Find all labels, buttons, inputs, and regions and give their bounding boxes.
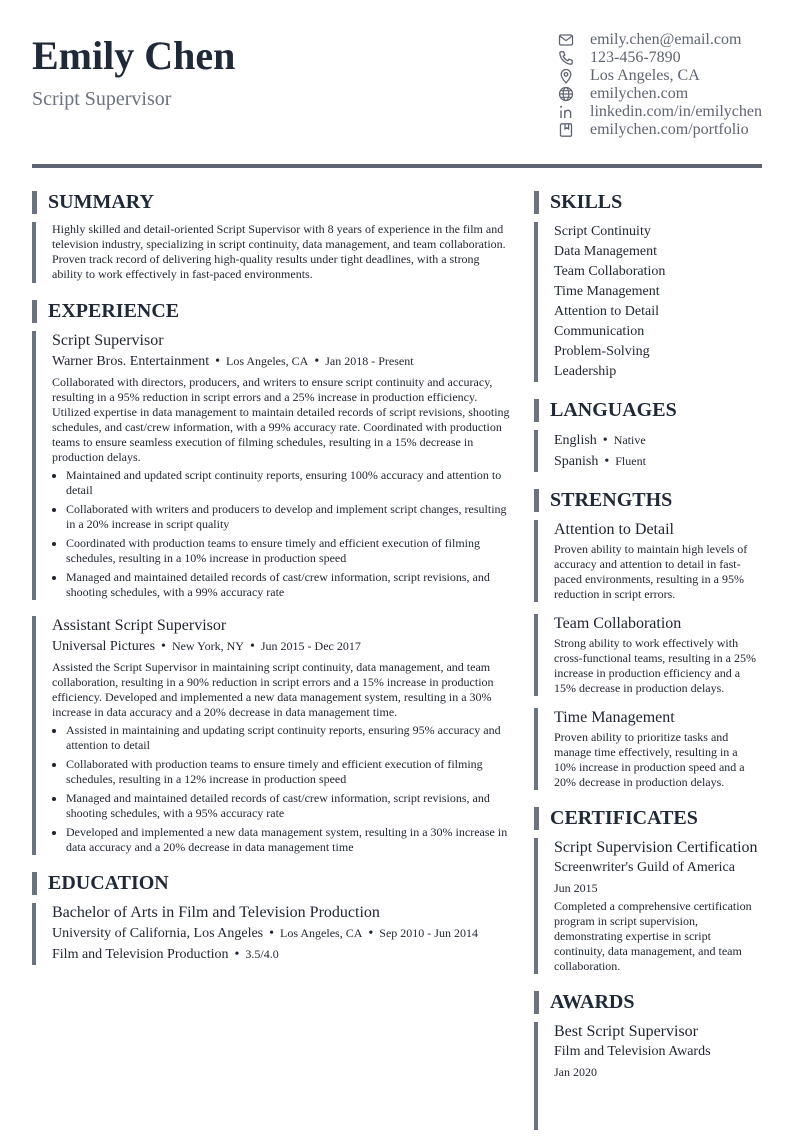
job-company: Universal Pictures: [52, 639, 156, 654]
education-field-row: [52, 944, 512, 965]
award-title: Best Script Supervisor: [554, 1023, 698, 1040]
certificate-text: Completed a comprehensive certification program in script supervision, demonstrating expertise in script continuity, data management, and team collaboration.: [554, 899, 752, 973]
languages-heading: LANGUAGES: [534, 399, 762, 422]
job-location: New York, NY: [171, 639, 244, 653]
certificates-section: [534, 807, 762, 974]
field-of-study: Film and Television Production: [52, 947, 229, 962]
contact-location: [558, 67, 768, 85]
languages-list: [534, 430, 762, 472]
skill-item: Attention to Detail: [554, 304, 659, 319]
contact-website-text: emilychen.com: [590, 85, 689, 102]
contact-linkedin[interactable]: [558, 103, 768, 121]
contact-phone[interactable]: [558, 49, 768, 67]
job-bullet: • Developed and implemented a new data management system, resulting in a 30% increase in data accuracy and a 20% decrease in data management time: [66, 825, 512, 855]
experience-heading: EXPERIENCE: [32, 300, 512, 323]
job-description: Collaborated with directors, producers, and writers to ensure script continuity and accuracy, resulting in a 95% reduction in script errors and a 25% increase in production efficiency. Utilized expertise in data management to maintain detailed records of script revisions, shooting schedules, and cast/crew information, with a 99% accuracy rate. Coordinated with production teams to ensure seamless execution of filming schedules, resulting in a 15% decrease in production delays.: [52, 375, 510, 464]
job-bullet: • Coordinated with production teams to ensure timely and efficient execution of filming schedules, resulting in a 10% increase in production speed: [66, 536, 512, 566]
separator-dot: •: [604, 454, 610, 469]
separator-dot: •: [314, 354, 320, 369]
award-org: Film and Television Awards: [554, 1044, 711, 1059]
job-bullet: • Managed and maintained detailed records of cast/crew information, script revisions, and shooting schedules, with a 99% accuracy rate: [66, 570, 512, 600]
job-bullets: [52, 468, 512, 600]
header-divider: [32, 164, 762, 168]
award-date: Jan 2020: [554, 1065, 597, 1079]
globe-icon: [558, 86, 574, 102]
separator-dot: •: [249, 639, 255, 654]
school-location: Los Angeles, CA: [280, 926, 363, 940]
strength-text: Strong ability to work effectively with cross-functional teams, resulting in a 25% increase in production efficiency and a 15% decrease in production delays.: [554, 636, 756, 695]
strength-item: [534, 614, 762, 696]
skills-section: [534, 191, 762, 382]
certificate-title: Script Supervision Certification: [554, 839, 758, 856]
skill-item: Team Collaboration: [554, 264, 666, 279]
job-bullet: • Maintained and updated script continuity reports, ensuring 100% accuracy and attention to detail: [66, 468, 512, 498]
experience-section: [32, 300, 512, 855]
contact-portfolio[interactable]: [558, 121, 768, 139]
job-meta: [52, 351, 512, 372]
job-bullet: • Collaborated with production teams to ensure timely and efficient execution of filming schedules, resulting in a 12% increase in production speed: [66, 757, 512, 787]
contact-phone-text: 123-456-7890: [590, 49, 681, 66]
award-item: [534, 1022, 762, 1130]
skill-item: Time Management: [554, 284, 660, 299]
job-entry: [32, 616, 512, 855]
language-level: Native: [613, 433, 646, 447]
awards-section: [534, 991, 762, 1130]
separator-dot: •: [215, 354, 221, 369]
school-name: University of California, Los Angeles: [52, 926, 264, 941]
job-description: Assisted the Script Supervisor in maintaining script continuity, data management, and team collaboration, resulting in a 90% reduction in script errors and a 15% increase in production efficiency. Developed and implemented a new data management system, resulting in a 30% increase in data accuracy and a 20% decrease in data management time.: [52, 660, 494, 719]
job-bullets: [52, 723, 512, 855]
language-item: [554, 451, 762, 472]
awards-heading: AWARDS: [534, 991, 762, 1014]
separator-dot: •: [368, 926, 374, 941]
contact-linkedin-text: linkedin.com/in/emilychen: [590, 103, 762, 120]
candidate-title: Script Supervisor: [32, 88, 172, 110]
job-title: Script Supervisor: [52, 332, 164, 349]
candidate-name: Emily Chen: [32, 33, 236, 78]
strength-item: [534, 708, 762, 790]
phone-icon: [558, 50, 574, 66]
job-meta: [52, 636, 512, 657]
resume-header: [32, 30, 762, 150]
summary-heading: SUMMARY: [32, 191, 512, 214]
certificate-date: Jun 2015: [554, 881, 598, 895]
contact-location-text: Los Angeles, CA: [590, 67, 700, 84]
job-company: Warner Bros. Entertainment: [52, 354, 210, 369]
education-entry: [32, 903, 512, 965]
strengths-section: [534, 489, 762, 790]
location-pin-icon: [558, 68, 574, 84]
job-bullet: • Collaborated with writers and producers to develop and implement script changes, resulting in a 20% increase in script quality: [66, 502, 512, 532]
skill-item: Leadership: [554, 364, 617, 379]
contact-portfolio-text: emilychen.com/portfolio: [590, 121, 749, 138]
language-level: Fluent: [615, 454, 646, 468]
language-name: Spanish: [554, 454, 599, 469]
job-bullet: • Managed and maintained detailed records of cast/crew information, script revisions, and shooting schedules, with a 95% accuracy rate: [66, 791, 512, 821]
contact-email-text: emily.chen@email.com: [590, 31, 742, 48]
right-column: [534, 191, 762, 1147]
skill-item: Data Management: [554, 244, 658, 259]
strength-text: Proven ability to maintain high levels of accuracy and attention to detail in fast-paced environments, resulting in a 95% reduction in script errors.: [554, 542, 748, 601]
job-dates: Jun 2015 - Dec 2017: [260, 639, 361, 653]
certificates-heading: CERTIFICATES: [534, 807, 762, 830]
contact-list: [558, 31, 768, 139]
summary-section: [32, 191, 512, 283]
job-title: Assistant Script Supervisor: [52, 617, 227, 634]
strength-title: Team Collaboration: [554, 615, 682, 632]
strength-text: Proven ability to prioritize tasks and manage time effectively, resulting in a 10% increase in production speed and a 20% decrease in production delays.: [554, 730, 745, 789]
strength-title: Attention to Detail: [554, 521, 674, 538]
strength-item: [534, 520, 762, 602]
separator-dot: •: [161, 639, 166, 654]
education-section: [32, 872, 512, 965]
skill-item: Problem-Solving: [554, 344, 650, 359]
job-dates: Jan 2018 - Present: [325, 354, 414, 368]
strengths-heading: STRENGTHS: [534, 489, 762, 512]
left-column: [32, 191, 512, 982]
strength-title: Time Management: [554, 709, 675, 726]
job-location: Los Angeles, CA: [226, 354, 309, 368]
mail-icon: [558, 32, 574, 48]
job-entry: [32, 331, 512, 600]
skill-item: Communication: [554, 324, 645, 339]
language-item: [554, 430, 762, 451]
separator-dot: •: [602, 433, 608, 448]
skills-heading: SKILLS: [534, 191, 762, 214]
job-bullet: • Assisted in maintaining and updating script continuity reports, ensuring 95% accuracy and attention to detail: [66, 723, 512, 753]
portfolio-icon: [558, 122, 574, 138]
separator-dot: •: [269, 926, 275, 941]
separator-dot: •: [234, 947, 240, 962]
certificate-item: [534, 838, 762, 974]
summary-body: [32, 222, 512, 283]
education-meta: [52, 923, 512, 944]
degree: Bachelor of Arts in Film and Television Production: [52, 904, 380, 921]
summary-text: Highly skilled and detail-oriented Script Supervisor with 8 years of experience in the film and television industry, specializing in script continuity, data management, and team collaboration. Proven track record of delivering high-quality results under tight deadlines, with a strong ability to work effectively in fast-paced environments.: [52, 222, 506, 281]
contact-email[interactable]: [558, 31, 768, 49]
skill-item: Script Continuity: [554, 224, 651, 239]
skills-list: [534, 222, 762, 382]
education-heading: EDUCATION: [32, 872, 512, 895]
gpa: 3.5/4.0: [245, 947, 279, 961]
contact-website[interactable]: [558, 85, 768, 103]
certificate-org: Screenwriter's Guild of America: [554, 860, 735, 875]
education-dates: Sep 2010 - Jun 2014: [379, 926, 478, 940]
language-name: English: [554, 433, 597, 448]
languages-section: [534, 399, 762, 472]
linkedin-icon: [558, 104, 574, 120]
